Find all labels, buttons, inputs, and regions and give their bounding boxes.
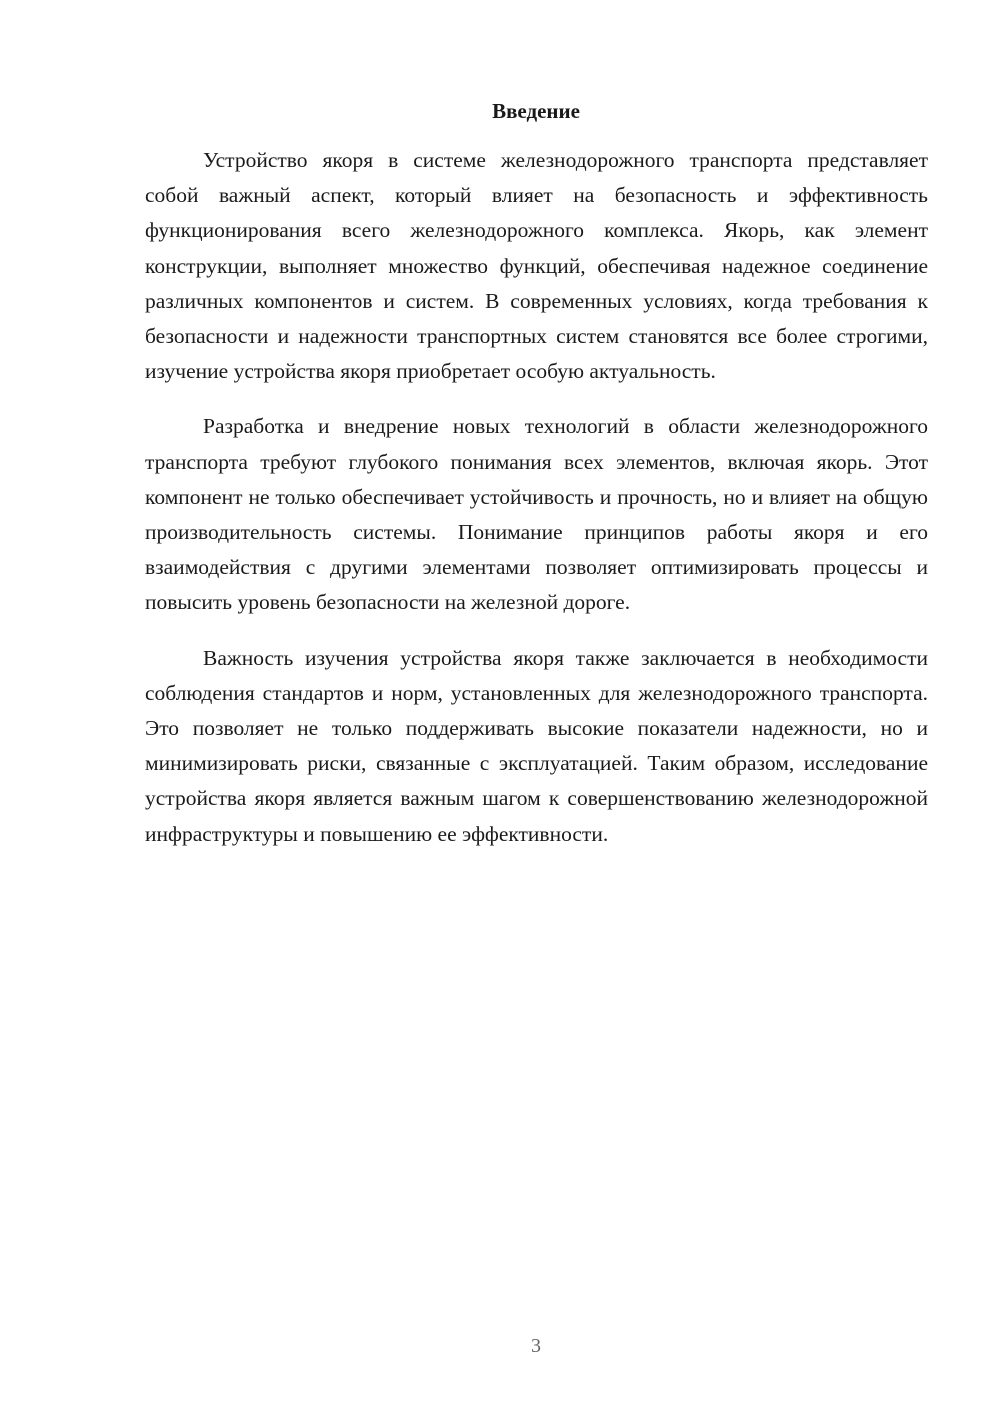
paragraph-3: Важность изучения устройства якоря также заключается в необходимости соблюдения стандартов и норм, установленных для железнодорожного транспорта. Это позволяет не только поддерживать высокие показатели надежности, но и минимизировать риски, связанные с эксплуатацией. Таким образом, исследование устройства якоря является важным шагом к совершенствованию железнодорожной инфраструктуры и повышению ее эффективности. — [145, 645, 928, 846]
paragraph-1: Устройство якоря в системе железнодорожного транспорта представляет собой важный аспект, который влияет на безопасность и эффективность функционирования всего железнодорожного комплекса. Якорь, как элемент конструкции, выполняет множество функций, обеспечивая надежное соединение различных компонентов и систем. В современных условиях, когда требования к безопасности и надежности транспортных систем становятся все более строгими, изучение устройства якоря приобретает особую актуальность. — [145, 148, 928, 384]
paragraph-2: Разработка и внедрение новых технологий в области железнодорожного транспорта требуют глубокого понимания всех элементов, включая якорь. Этот компонент не только обеспечивает устойчивость и прочность, но и влияет на общую производительность системы. Понимание принципов работы якоря и его взаимодействия с другими элементами позволяет оптимизировать процессы и повысить уровень безопасности на железной дороге. — [145, 414, 928, 615]
page-number: 3 — [531, 1335, 541, 1357]
page-title: Введение — [492, 99, 580, 123]
body-text — [145, 143, 928, 872]
